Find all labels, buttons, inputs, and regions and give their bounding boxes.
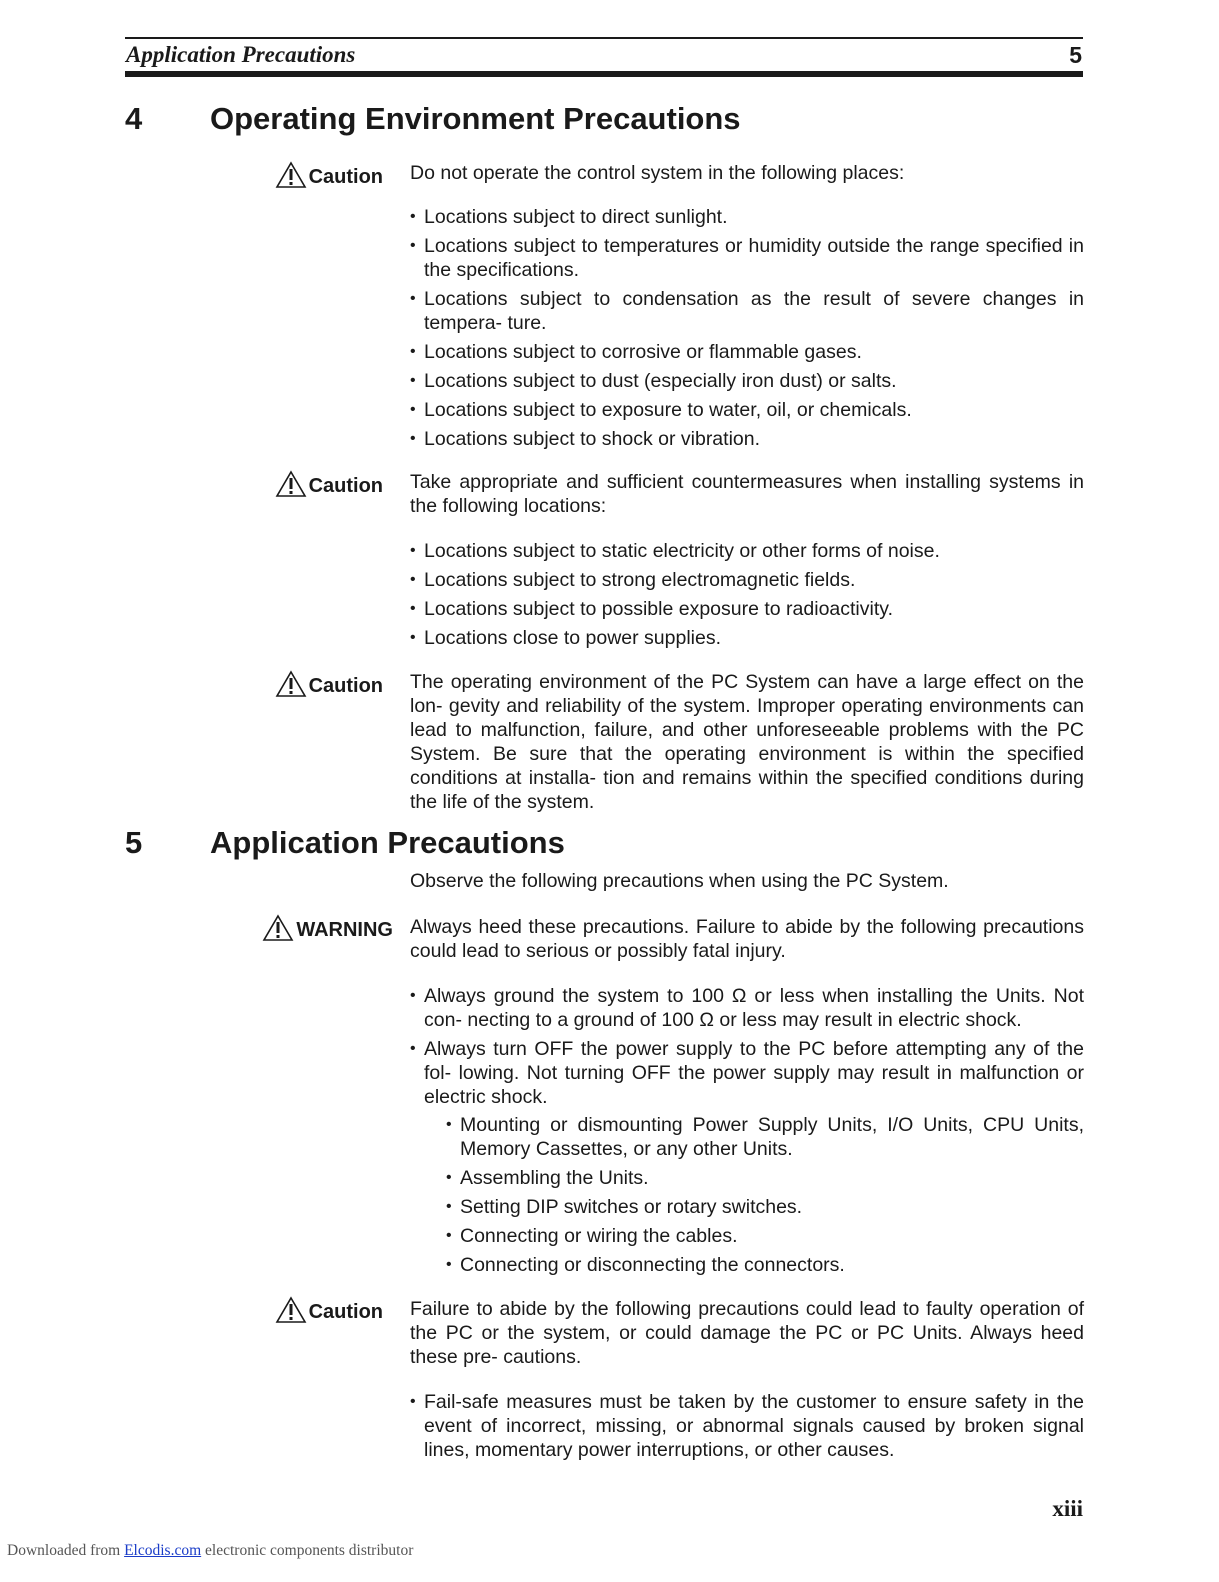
caution-text: Caution bbox=[308, 1301, 383, 1323]
list-item: • Locations close to power supplies. bbox=[410, 626, 1084, 650]
warning-text: WARNING bbox=[296, 919, 393, 941]
caution-4-text: Failure to abide by the following precautions could lead to faulty operation of the PC or the system, or could damage the PC or PC Units. Always heed these pre- cautions. bbox=[410, 1298, 1084, 1368]
caution-text: Caution bbox=[308, 166, 383, 188]
caution-text: Caution bbox=[308, 675, 383, 697]
list-item: • Locations subject to possible exposure to radioactivity. bbox=[410, 597, 1084, 621]
list-item: • Locations subject to condensation as the result of severe changes in tempera- ture. bbox=[410, 287, 1084, 335]
warning-text-body: Always heed these precautions. Failure to abide by the following precautions could lead to serious or possibly fatal injury. bbox=[410, 916, 1084, 962]
caution-1-text: Do not operate the control system in the following places: bbox=[410, 162, 905, 184]
list-item: • Locations subject to static electricity or other forms of noise. bbox=[410, 539, 1084, 563]
list-item: • Locations subject to shock or vibration. bbox=[410, 427, 1084, 451]
section-number: 5 bbox=[125, 825, 143, 860]
warning-triangle-icon bbox=[275, 1296, 307, 1324]
warning-list bbox=[410, 984, 1084, 1114]
list-item: • Always turn OFF the power supply to the PC before attempting any of the fol- lowing. Not turning OFF the power supply may result in malfunction or electric shock. bbox=[410, 1037, 1084, 1109]
footer-prefix: Downloaded from bbox=[7, 1542, 121, 1559]
section-title: Application Precautions bbox=[210, 825, 565, 860]
caution-label bbox=[125, 470, 383, 498]
list-item: • Fail-safe measures must be taken by the customer to ensure safety in the event of incorrect, missing, or abnormal signals caused by broken signal lines, momentary power interruptions, or other causes. bbox=[410, 1390, 1084, 1462]
section-5-intro: Observe the following precautions when using the PC System. bbox=[410, 870, 949, 892]
list-item: • Locations subject to direct sunlight. bbox=[410, 205, 1084, 229]
list-item: • Locations subject to corrosive or flammable gases. bbox=[410, 340, 1084, 364]
warning-sublist bbox=[446, 1113, 1084, 1282]
warning-triangle-icon bbox=[275, 670, 307, 698]
section-number: 4 bbox=[125, 101, 143, 136]
list-item: • Connecting or wiring the cables. bbox=[446, 1224, 1084, 1248]
warning-triangle-icon bbox=[275, 470, 307, 498]
header-section-number: 5 bbox=[1069, 42, 1082, 68]
list-item: • Assembling the Units. bbox=[446, 1166, 1084, 1190]
caution-label bbox=[125, 161, 383, 189]
warning-triangle-icon bbox=[262, 914, 294, 942]
list-item: • Connecting or disconnecting the connectors. bbox=[446, 1253, 1084, 1277]
list-item: • Setting DIP switches or rotary switches. bbox=[446, 1195, 1084, 1219]
elcodis-link[interactable]: Elcodis.com bbox=[124, 1542, 202, 1559]
header-title: Application Precautions bbox=[126, 42, 356, 67]
caution-text: Caution bbox=[308, 475, 383, 497]
page-number: xiii bbox=[1052, 1496, 1083, 1521]
list-item: • Mounting or dismounting Power Supply Units, I/O Units, CPU Units, Memory Cassettes, or any other Units. bbox=[446, 1113, 1084, 1161]
caution-4-list bbox=[410, 1390, 1084, 1467]
caution-label bbox=[125, 1296, 383, 1324]
footer-suffix: electronic components distributor bbox=[205, 1542, 414, 1559]
section-title: Operating Environment Precautions bbox=[210, 101, 741, 136]
list-item: • Locations subject to dust (especially iron dust) or salts. bbox=[410, 369, 1084, 393]
list-item: • Always ground the system to 100 Ω or less when installing the Units. Not con- necting to a ground of 100 Ω or less may result in electric shock. bbox=[410, 984, 1084, 1032]
download-footer bbox=[7, 1542, 413, 1560]
caution-2-list bbox=[410, 539, 1084, 655]
caution-2-text: Take appropriate and sufficient countermeasures when installing systems in the following locations: bbox=[410, 471, 1084, 517]
list-item: • Locations subject to exposure to water, oil, or chemicals. bbox=[410, 398, 1084, 422]
caution-1-list bbox=[410, 205, 1084, 456]
warning-triangle-icon bbox=[275, 161, 307, 189]
caution-3-text: The operating environment of the PC System can have a large effect on the lon- gevity and reliability of the system. Improper operating environments can lead to malfunction, failure, and other unforeseeable problems with the PC System. Be sure that the operating environment is within the specified conditions at installa- tion and remains within the specified conditions during the life of the system. bbox=[410, 671, 1084, 813]
caution-label bbox=[125, 670, 383, 698]
list-item: • Locations subject to temperatures or humidity outside the range specified in the specifications. bbox=[410, 234, 1084, 282]
running-header bbox=[125, 37, 1083, 77]
list-item: • Locations subject to strong electromagnetic fields. bbox=[410, 568, 1084, 592]
warning-label bbox=[125, 914, 393, 942]
